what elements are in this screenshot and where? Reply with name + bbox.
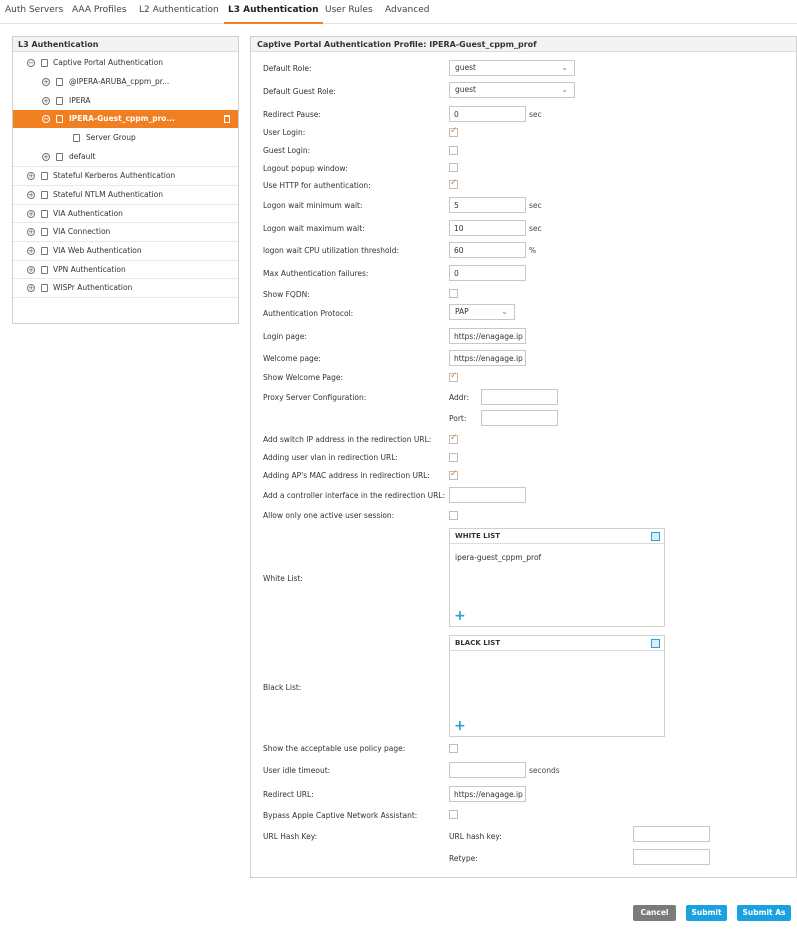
white-list-header: WHITE LIST [450, 529, 664, 544]
tree-item-label: VPN Authentication [53, 265, 126, 274]
tree-item-label: Stateful Kerberos Authentication [53, 171, 176, 180]
user-idle-timeout-label: User idle timeout: [263, 766, 331, 775]
auth-protocol-value: PAP [455, 307, 469, 316]
add-white-list-icon[interactable]: + [454, 608, 466, 624]
tree-item-ipera-guest[interactable] [13, 110, 238, 128]
auth-protocol-select[interactable] [449, 304, 515, 320]
expand-icon[interactable]: + [28, 191, 34, 199]
redirect-url-label: Redirect URL: [263, 790, 314, 799]
url-hash-key-input[interactable] [633, 826, 710, 842]
expand-icon[interactable]: + [43, 153, 49, 161]
default-role-label: Default Role: [263, 64, 312, 73]
user-login-checkbox[interactable] [449, 128, 458, 137]
max-auth-failures-input[interactable] [449, 265, 526, 281]
tree-item-server-group[interactable] [13, 129, 238, 147]
expand-icon[interactable]: + [43, 97, 49, 105]
tree-item-ipera-aruba[interactable] [13, 73, 238, 91]
use-http-label: Use HTTP for authentication: [263, 181, 371, 190]
tab-l3-authentication[interactable]: L3 Authentication [224, 5, 323, 24]
tree-item-label: @IPERA-ARUBA_cppm_pr... [69, 77, 170, 86]
login-page-label: Login page: [263, 332, 307, 341]
logon-wait-min-label: Logon wait minimum wait: [263, 201, 363, 210]
black-list-label: Black List: [263, 683, 302, 692]
show-welcome-page-checkbox[interactable] [449, 373, 458, 382]
tab-l2-authentication[interactable]: L2 Authentication [139, 5, 219, 15]
profile-file-icon [41, 59, 48, 67]
collapse-icon[interactable]: − [43, 115, 49, 123]
add-switch-ip-label: Add switch IP address in the redirection URL: [263, 435, 432, 444]
tree-item-label: IPERA-Guest_cppm_pro... [69, 114, 175, 123]
redirect-pause-label: Redirect Pause: [263, 110, 321, 119]
black-list-box [449, 635, 665, 737]
url-hash-key-label: URL Hash Key: [263, 832, 318, 841]
black-list-header: BLACK LIST [450, 636, 664, 651]
show-welcome-page-label: Show Welcome Page: [263, 373, 343, 382]
profile-file-icon [56, 153, 63, 161]
profile-file-icon [41, 191, 48, 199]
logon-wait-cpu-unit: % [529, 246, 537, 255]
submit-as-button[interactable]: Submit As [737, 905, 791, 921]
proxy-server-label: Proxy Server Configuration: [263, 393, 367, 402]
profile-file-icon [41, 172, 48, 180]
add-switch-ip-checkbox[interactable] [449, 435, 458, 444]
add-controller-iface-label: Add a controller interface in the redirection URL: [263, 491, 445, 500]
tree-item-label: Captive Portal Authentication [53, 58, 164, 67]
logout-popup-checkbox[interactable] [449, 163, 458, 172]
adding-user-vlan-checkbox[interactable] [449, 453, 458, 462]
allow-one-session-label: Allow only one active user session: [263, 511, 395, 520]
expand-icon[interactable]: + [28, 247, 34, 255]
submit-button[interactable]: Submit [686, 905, 727, 921]
default-guest-role-select[interactable] [449, 82, 575, 98]
logon-wait-cpu-label: logon wait CPU utilization threshold: [263, 246, 400, 255]
cancel-button[interactable]: Cancel [633, 905, 676, 921]
server-group-icon [73, 134, 80, 142]
grid-icon[interactable] [651, 532, 660, 541]
default-guest-role-value: guest [455, 85, 476, 94]
welcome-page-label: Welcome page: [263, 354, 321, 363]
logon-wait-min-unit: sec [529, 201, 542, 210]
adding-user-vlan-label: Adding user vlan in redirection URL: [263, 453, 398, 462]
chevron-down-icon: ⌄ [501, 307, 508, 316]
profile-panel-title: Captive Portal Authentication Profile: IPERA-Guest_cppm_prof [251, 37, 796, 52]
allow-one-session-checkbox[interactable] [449, 511, 458, 520]
retype-label: Retype: [449, 854, 478, 863]
tree-item-ipera[interactable] [13, 92, 238, 110]
tab-advanced[interactable]: Advanced [385, 5, 430, 15]
show-aup-label: Show the acceptable use policy page: [263, 744, 406, 753]
show-fqdn-label: Show FQDN: [263, 290, 310, 299]
tree-item-stateful-kerberos[interactable] [13, 166, 238, 184]
expand-icon[interactable]: + [28, 284, 34, 292]
tab-aaa-profiles[interactable]: AAA Profiles [72, 5, 127, 15]
adding-ap-mac-label: Adding AP's MAC address in redirection URL: [263, 471, 430, 480]
tree-item-label: VIA Authentication [53, 209, 123, 218]
white-list-box [449, 528, 665, 627]
tree-item-label: WISPr Authentication [53, 283, 133, 292]
welcome-page-input[interactable] [449, 350, 526, 366]
tree-item-label: default [69, 152, 96, 161]
expand-icon[interactable]: + [28, 172, 34, 180]
chevron-down-icon: ⌄ [561, 85, 568, 94]
expand-icon[interactable]: + [28, 228, 34, 236]
tree-item-label: Server Group [86, 133, 136, 142]
chevron-down-icon: ⌄ [561, 63, 568, 72]
tree-item-wispr-authentication[interactable] [13, 278, 238, 296]
collapse-icon[interactable]: − [28, 59, 34, 67]
auth-protocol-label: Authentication Protocol: [263, 309, 354, 318]
profile-file-icon [41, 228, 48, 236]
profile-file-icon [56, 115, 63, 123]
guest-login-label: Guest Login: [263, 146, 311, 155]
logon-wait-max-unit: sec [529, 224, 542, 233]
profile-file-icon [41, 266, 48, 274]
tree-item-via-connection[interactable] [13, 222, 238, 240]
logon-wait-cpu-input[interactable] [449, 242, 526, 258]
redirect-pause-unit: sec [529, 110, 542, 119]
retype-input[interactable] [633, 849, 710, 865]
user-idle-timeout-input[interactable] [449, 762, 526, 778]
tree-item-label: VIA Connection [53, 227, 111, 236]
redirect-url-input[interactable] [449, 786, 526, 802]
l3-auth-tree-panel [12, 36, 239, 324]
adding-ap-mac-checkbox[interactable] [449, 471, 458, 480]
tree-item-captive-portal[interactable] [13, 54, 238, 72]
expand-icon[interactable]: + [28, 266, 34, 274]
expand-icon[interactable]: + [28, 210, 34, 218]
tree-item-label: Stateful NTLM Authentication [53, 190, 163, 199]
proxy-addr-input[interactable] [481, 389, 558, 405]
use-http-checkbox[interactable] [449, 180, 458, 189]
trash-icon[interactable] [224, 115, 230, 123]
logon-wait-min-input[interactable] [449, 197, 526, 213]
top-tab-bar [0, 0, 797, 24]
tree-item-stateful-ntlm[interactable] [13, 185, 238, 203]
profile-file-icon [56, 97, 63, 105]
user-login-label: User Login: [263, 128, 306, 137]
guest-login-checkbox[interactable] [449, 146, 458, 155]
tree-item-via-authentication[interactable] [13, 204, 238, 222]
logon-wait-max-label: Logon wait maximum wait: [263, 224, 365, 233]
tree-panel-title: L3 Authentication [13, 37, 238, 52]
tree-item-label: IPERA [69, 96, 91, 105]
profile-file-icon [41, 284, 48, 292]
tab-user-rules[interactable]: User Rules [325, 5, 373, 15]
bypass-apple-cna-checkbox[interactable] [449, 810, 458, 819]
url-hash-key-sublabel: URL hash key: [449, 832, 502, 841]
tree-item-default[interactable] [13, 148, 238, 166]
add-black-list-icon[interactable]: + [454, 718, 466, 734]
max-auth-failures-label: Max Authentication failures: [263, 269, 369, 278]
profile-file-icon [41, 210, 48, 218]
profile-file-icon [56, 78, 63, 86]
white-list-item[interactable]: ipera-guest_cppm_prof [455, 553, 542, 562]
default-role-select[interactable] [449, 60, 575, 76]
proxy-addr-label: Addr: [449, 393, 469, 402]
add-controller-iface-input[interactable] [449, 487, 526, 503]
proxy-port-label: Port: [449, 414, 467, 423]
proxy-port-input[interactable] [481, 410, 558, 426]
profile-file-icon [41, 247, 48, 255]
tab-auth-servers[interactable]: Auth Servers [5, 5, 64, 15]
show-aup-checkbox[interactable] [449, 744, 458, 753]
show-fqdn-checkbox[interactable] [449, 289, 458, 298]
white-list-label: White List: [263, 574, 303, 583]
logon-wait-max-input[interactable] [449, 220, 526, 236]
user-idle-timeout-unit: seconds [529, 766, 560, 775]
default-guest-role-label: Default Guest Role: [263, 87, 336, 96]
tree-divider [13, 297, 238, 298]
default-role-value: guest [455, 63, 476, 72]
logout-popup-label: Logout popup window: [263, 164, 348, 173]
login-page-input[interactable] [449, 328, 526, 344]
grid-icon[interactable] [651, 639, 660, 648]
bypass-apple-cna-label: Bypass Apple Captive Network Assistant: [263, 811, 418, 820]
expand-icon[interactable]: + [43, 78, 49, 86]
tree-item-label: VIA Web Authentication [53, 246, 142, 255]
redirect-pause-input[interactable] [449, 106, 526, 122]
tree-item-via-web-authentication[interactable] [13, 241, 238, 259]
tree-item-vpn-authentication[interactable] [13, 260, 238, 278]
